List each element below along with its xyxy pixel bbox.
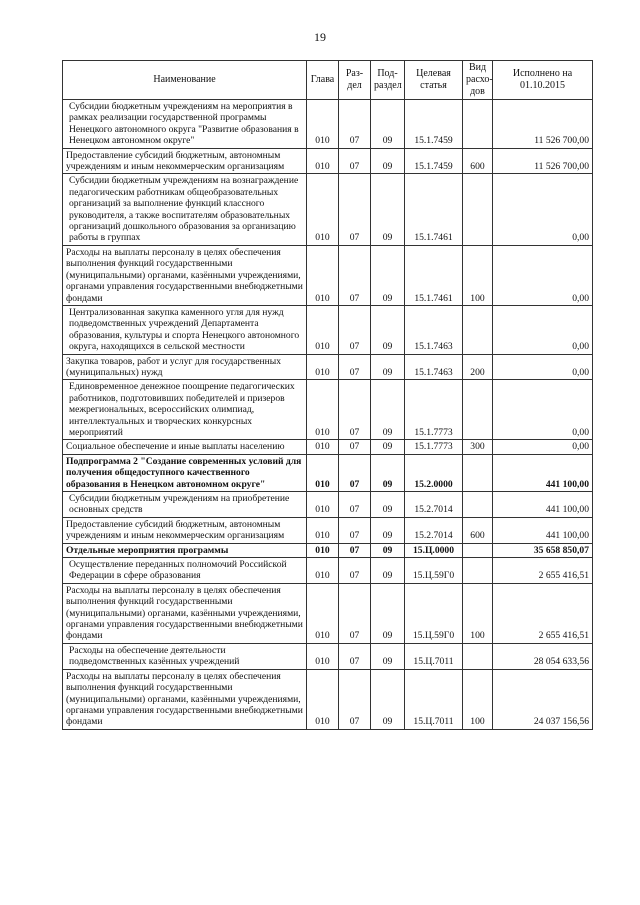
- row-razdel: 07: [339, 543, 371, 557]
- row-vid: 600: [463, 517, 493, 543]
- row-amount: 0,00: [493, 305, 593, 354]
- row-amount: 35 658 850,07: [493, 543, 593, 557]
- header-amount: Исполнено на 01.10.2015: [493, 61, 593, 100]
- row-podrazdel: 09: [371, 492, 405, 518]
- row-vid: [463, 543, 493, 557]
- row-vid: 300: [463, 440, 493, 454]
- table-row: [63, 100, 593, 149]
- row-name: Предоставление субсидий бюджетным, автономным учреждениям и иным некоммерческим организациям: [63, 148, 307, 174]
- table-row: [63, 440, 593, 454]
- row-podrazdel: 09: [371, 245, 405, 305]
- row-podrazdel: 09: [371, 583, 405, 643]
- row-amount: 0,00: [493, 174, 593, 245]
- row-vid: 100: [463, 583, 493, 643]
- row-glava: 010: [307, 492, 339, 518]
- row-podrazdel: 09: [371, 517, 405, 543]
- row-podrazdel: 09: [371, 669, 405, 729]
- header-razdel: Раз-дел: [339, 61, 371, 100]
- header-podrazdel: Под-раздел: [371, 61, 405, 100]
- row-vid: [463, 305, 493, 354]
- row-name: Расходы на выплаты персоналу в целях обеспечения выполнения функций государственными (муниципальными) органами, казёнными учреждениями, органами управления государственными внебюджетными фондами: [63, 245, 307, 305]
- row-razdel: 07: [339, 100, 371, 149]
- row-name: Подпрограмма 2 "Создание современных условий для получения общедоступного качественного образования в Ненецком автономном округе": [63, 454, 307, 491]
- row-razdel: 07: [339, 305, 371, 354]
- row-vid: [463, 174, 493, 245]
- row-vid: [463, 100, 493, 149]
- table-row: [63, 543, 593, 557]
- row-amount: 0,00: [493, 354, 593, 380]
- row-glava: 010: [307, 543, 339, 557]
- row-name: Закупка товаров, работ и услуг для государственных (муниципальных) нужд: [63, 354, 307, 380]
- row-glava: 010: [307, 305, 339, 354]
- row-name: Предоставление субсидий бюджетным, автономным учреждениям и иным некоммерческим организациям: [63, 517, 307, 543]
- table-body: [63, 100, 593, 730]
- row-razdel: 07: [339, 440, 371, 454]
- row-vid: [463, 558, 493, 584]
- table-row: [63, 583, 593, 643]
- row-razdel: 07: [339, 380, 371, 440]
- row-statya: 15.1.7773: [405, 380, 463, 440]
- row-statya: 15.1.7773: [405, 440, 463, 454]
- row-statya: 15.Ц.59Г0: [405, 558, 463, 584]
- row-podrazdel: 09: [371, 643, 405, 669]
- row-podrazdel: 09: [371, 100, 405, 149]
- row-vid: 100: [463, 669, 493, 729]
- row-razdel: 07: [339, 492, 371, 518]
- row-podrazdel: 09: [371, 543, 405, 557]
- table-header-row: [63, 61, 593, 100]
- row-glava: 010: [307, 380, 339, 440]
- table-row: [63, 517, 593, 543]
- row-razdel: 07: [339, 583, 371, 643]
- row-glava: 010: [307, 517, 339, 543]
- row-statya: 15.1.7461: [405, 245, 463, 305]
- table-row: [63, 669, 593, 729]
- row-statya: 15.Ц.0000: [405, 543, 463, 557]
- row-razdel: 07: [339, 517, 371, 543]
- table-row: [63, 492, 593, 518]
- row-glava: 010: [307, 174, 339, 245]
- header-name: Наименование: [63, 61, 307, 100]
- row-amount: 11 526 700,00: [493, 148, 593, 174]
- row-razdel: 07: [339, 354, 371, 380]
- row-vid: [463, 454, 493, 491]
- row-name: Централизованная закупка каменного угля для нужд подведомственных учреждений Департамента образования, культуры и спорта Ненецкого автономного округа, находящихся в сельской местности: [63, 305, 307, 354]
- row-name: Отдельные мероприятия программы: [63, 543, 307, 557]
- row-name: Субсидии бюджетным учреждениям на приобретение основных средств: [63, 492, 307, 518]
- row-statya: 15.1.7463: [405, 305, 463, 354]
- row-podrazdel: 09: [371, 454, 405, 491]
- row-razdel: 07: [339, 245, 371, 305]
- row-name: Расходы на выплаты персоналу в целях обеспечения выполнения функций государственными (муниципальными) органами, казёнными учреждениями, органами управления государственными внебюджетными фондами: [63, 669, 307, 729]
- row-glava: 010: [307, 558, 339, 584]
- table-row: [63, 380, 593, 440]
- row-amount: 2 655 416,51: [493, 583, 593, 643]
- row-razdel: 07: [339, 454, 371, 491]
- row-razdel: 07: [339, 643, 371, 669]
- row-vid: 200: [463, 354, 493, 380]
- row-podrazdel: 09: [371, 174, 405, 245]
- table-row: [63, 354, 593, 380]
- row-podrazdel: 09: [371, 354, 405, 380]
- row-amount: 0,00: [493, 380, 593, 440]
- row-glava: 010: [307, 669, 339, 729]
- row-razdel: 07: [339, 669, 371, 729]
- table-row: [63, 174, 593, 245]
- row-amount: 2 655 416,51: [493, 558, 593, 584]
- row-razdel: 07: [339, 174, 371, 245]
- row-glava: 010: [307, 148, 339, 174]
- row-amount: 11 526 700,00: [493, 100, 593, 149]
- row-statya: 15.1.7461: [405, 174, 463, 245]
- row-amount: 441 100,00: [493, 492, 593, 518]
- row-glava: 010: [307, 643, 339, 669]
- row-name: Расходы на выплаты персоналу в целях обеспечения выполнения функций государственными (муниципальными) органами, казёнными учреждениями, органами управления государственными внебюджетными фондами: [63, 583, 307, 643]
- row-amount: 441 100,00: [493, 517, 593, 543]
- row-amount: 0,00: [493, 440, 593, 454]
- row-podrazdel: 09: [371, 148, 405, 174]
- row-glava: 010: [307, 100, 339, 149]
- row-vid: 600: [463, 148, 493, 174]
- row-podrazdel: 09: [371, 440, 405, 454]
- row-statya: 15.Ц.7011: [405, 643, 463, 669]
- row-name: Социальное обеспечение и иные выплаты населению: [63, 440, 307, 454]
- row-glava: 010: [307, 245, 339, 305]
- page-number: 19: [314, 30, 326, 44]
- row-vid: [463, 380, 493, 440]
- row-amount: 28 054 633,56: [493, 643, 593, 669]
- row-amount: 24 037 156,56: [493, 669, 593, 729]
- header-vid: Вид расхо-дов: [463, 61, 493, 100]
- row-amount: 441 100,00: [493, 454, 593, 491]
- row-razdel: 07: [339, 558, 371, 584]
- header-statya: Целевая статья: [405, 61, 463, 100]
- row-statya: 15.1.7463: [405, 354, 463, 380]
- row-statya: 15.1.7459: [405, 100, 463, 149]
- row-glava: 010: [307, 354, 339, 380]
- row-name: Расходы на обеспечение деятельности подведомственных казённых учреждений: [63, 643, 307, 669]
- row-podrazdel: 09: [371, 305, 405, 354]
- row-name: Субсидии бюджетным учреждениям на мероприятия в рамках реализации государственной программы Ненецкого автономного округа "Развитие образования в Ненецком автономном округе": [63, 100, 307, 149]
- row-podrazdel: 09: [371, 380, 405, 440]
- row-glava: 010: [307, 583, 339, 643]
- table-row: [63, 454, 593, 491]
- budget-table: [62, 60, 593, 730]
- row-statya: 15.2.7014: [405, 492, 463, 518]
- row-vid: [463, 643, 493, 669]
- row-statya: 15.Ц.59Г0: [405, 583, 463, 643]
- table-row: [63, 305, 593, 354]
- row-razdel: 07: [339, 148, 371, 174]
- table-row: [63, 245, 593, 305]
- table-row: [63, 643, 593, 669]
- row-vid: 100: [463, 245, 493, 305]
- row-amount: 0,00: [493, 245, 593, 305]
- row-glava: 010: [307, 454, 339, 491]
- row-statya: 15.1.7459: [405, 148, 463, 174]
- row-name: Единовременное денежное поощрение педагогических работников, подготовивших победителей и призеров межрегиональных, всероссийских олимпиад, интеллектуальных и творческих конкурсных мероприятий: [63, 380, 307, 440]
- header-glava: Глава: [307, 61, 339, 100]
- row-statya: 15.2.7014: [405, 517, 463, 543]
- row-statya: 15.2.0000: [405, 454, 463, 491]
- row-name: Субсидии бюджетным учреждениям на вознаграждение педагогическим работникам общеобразовательных организаций за выполнение функций классного руководителя, а также воспитателям образовательных организаций дошкольного образования за организацию работы в группах: [63, 174, 307, 245]
- row-glava: 010: [307, 440, 339, 454]
- row-podrazdel: 09: [371, 558, 405, 584]
- row-name: Осуществление переданных полномочий Российской Федерации в сфере образования: [63, 558, 307, 584]
- row-statya: 15.Ц.7011: [405, 669, 463, 729]
- row-vid: [463, 492, 493, 518]
- table-row: [63, 148, 593, 174]
- table-row: [63, 558, 593, 584]
